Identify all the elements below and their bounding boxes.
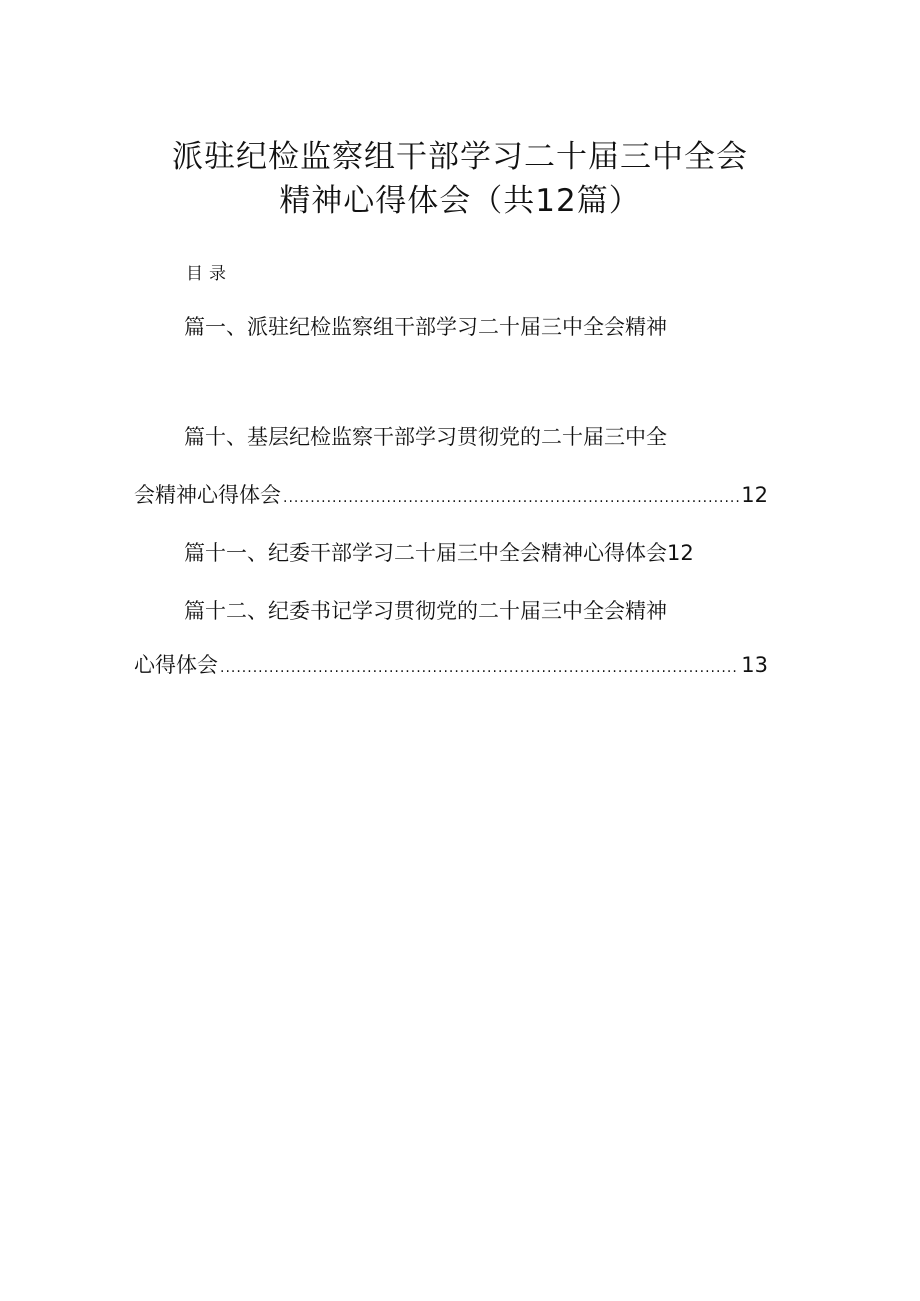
toc-entry-10-line2[interactable] bbox=[134, 480, 768, 513]
toc-entry-12-line2[interactable] bbox=[134, 650, 768, 683]
toc-entry-12-text: 篇十二、纪委书记学习贯彻党的二十届三中全会精神 bbox=[184, 599, 667, 623]
toc-entry-12-line1[interactable] bbox=[184, 596, 667, 626]
toc-entry-10-line1[interactable] bbox=[184, 422, 667, 452]
toc-entry-12-page: 13 bbox=[741, 653, 768, 677]
toc-entry-1-text: 篇一、派驻纪检监察组干部学习二十届三中全会精神 bbox=[184, 315, 667, 339]
toc-entry-11-page: 12 bbox=[667, 541, 694, 565]
toc-entry-10-page: 12 bbox=[741, 483, 768, 507]
toc-entry-10-text-cont: 会精神心得体会 bbox=[134, 483, 281, 507]
toc-entry-11-text: 篇十一、纪委干部学习二十届三中全会精神心得体会 bbox=[184, 541, 667, 565]
document-title-line1: 派驻纪检监察组干部学习二十届三中全会 bbox=[172, 139, 748, 175]
toc-heading: 目录 bbox=[186, 264, 232, 284]
toc-entry-11[interactable] bbox=[184, 538, 694, 568]
toc-entry-12-text-cont: 心得体会 bbox=[134, 653, 218, 677]
toc-entry-10-text: 篇十、基层纪检监察干部学习贯彻党的二十届三中全 bbox=[184, 425, 667, 449]
toc-dot-leader bbox=[283, 483, 739, 513]
toc-dot-leader bbox=[220, 653, 739, 683]
document-title-line2: 精神心得体会（共12篇） bbox=[279, 183, 641, 219]
toc-entry-1[interactable] bbox=[184, 312, 667, 342]
